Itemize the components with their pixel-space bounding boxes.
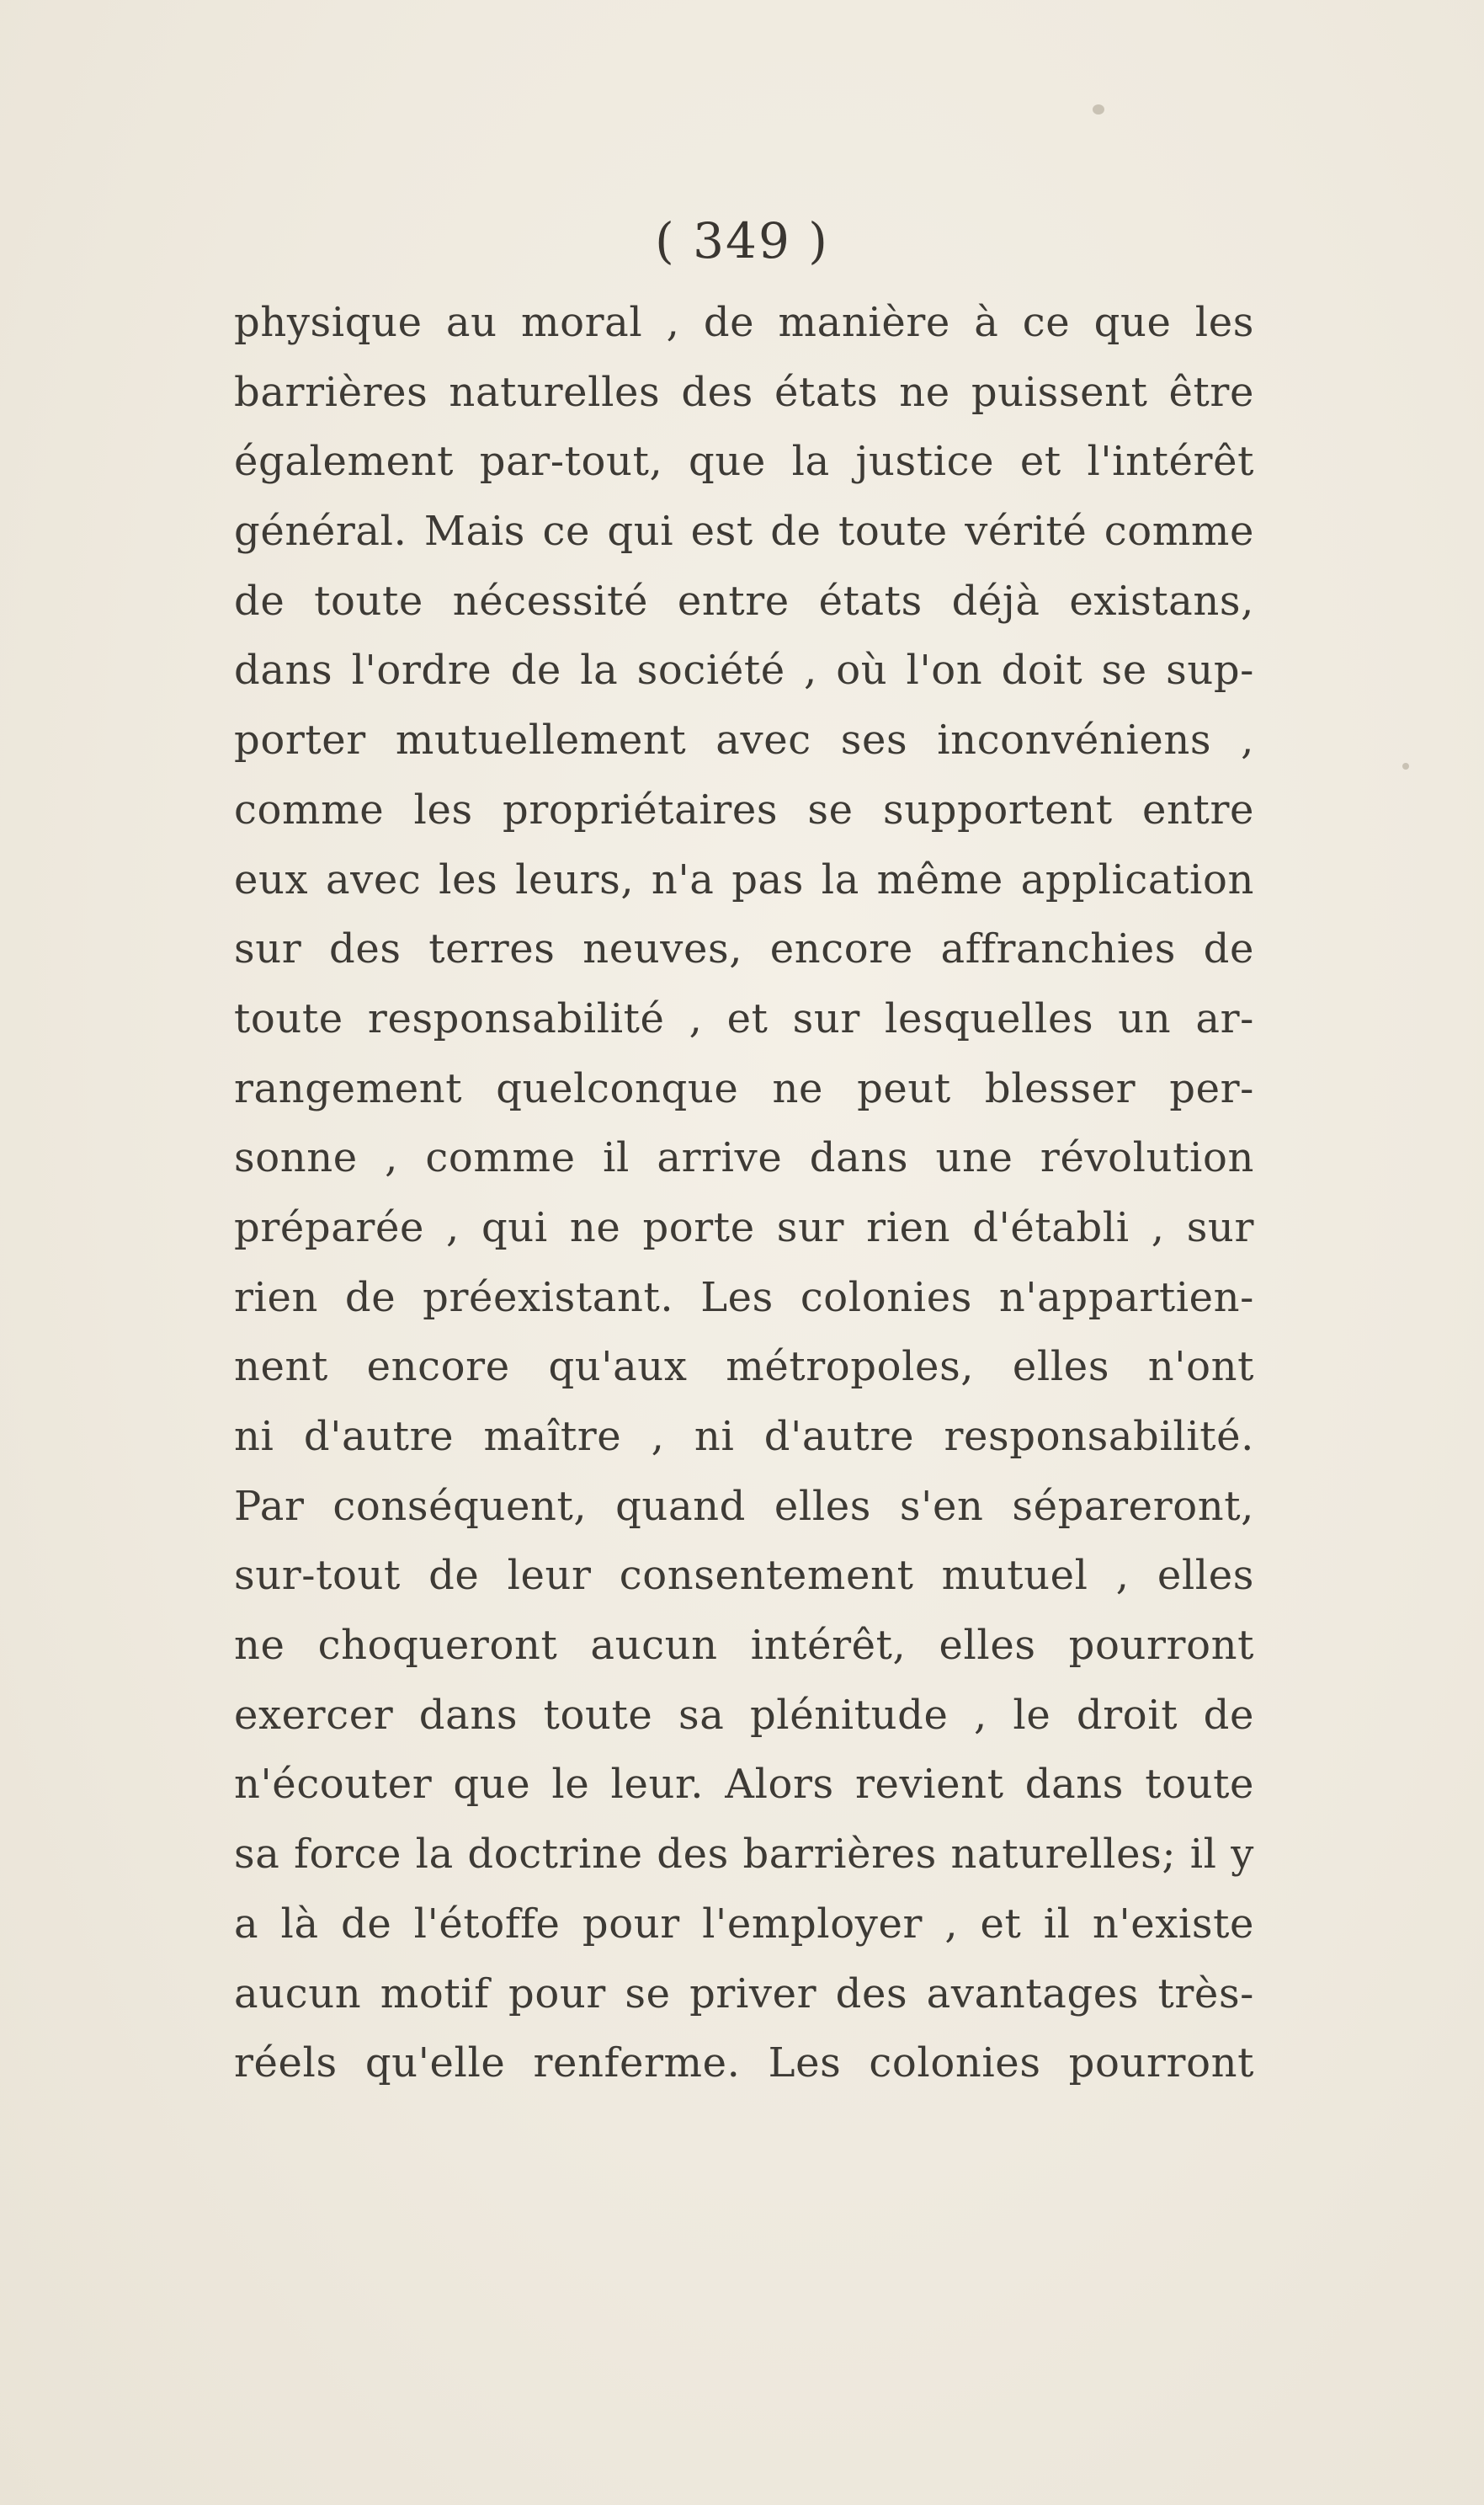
text-line: ne choqueront aucun intérêt, elles pourront (234, 1622, 1254, 1670)
text-line: a là de l'étoffe pour l'employer , et il n'existe (234, 1900, 1254, 1948)
text-line: Par conséquent, quand elles s'en sépareront, (234, 1482, 1254, 1530)
page-number: ( 349 ) (655, 212, 829, 269)
text-line: nent encore qu'aux métropoles, elles n'ont (234, 1343, 1254, 1391)
text-line: sonne , comme il arrive dans une révolution (234, 1134, 1254, 1182)
text-line: porter mutuellement avec ses inconvéniens , (234, 717, 1254, 765)
text-line: n'écouter que le leur. Alors revient dans toute (234, 1761, 1254, 1809)
text-line: barrières naturelles des états ne puissent être (234, 368, 1254, 416)
text-line: dans l'ordre de la société , où l'on doit se sup- (234, 647, 1254, 695)
text-line: eux avec les leurs, n'a pas la même application (234, 855, 1254, 903)
text-line: rien de préexistant. Les colonies n'appartien- (234, 1273, 1254, 1321)
paper-speck (1093, 104, 1104, 115)
text-line: de toute nécessité entre états déjà existans, (234, 577, 1254, 625)
text-line: sa force la doctrine des barrières naturelles; il y (234, 1831, 1254, 1879)
paper-speck (1402, 763, 1409, 770)
text-line: ni d'autre maître , ni d'autre responsabilité. (234, 1413, 1254, 1460)
text-line: également par-tout, que la justice et l'intérêt (234, 438, 1254, 486)
text-line: physique au moral , de manière à ce que les (234, 299, 1254, 346)
text-line: comme les propriétaires se supportent entre (234, 786, 1254, 834)
text-line: préparée , qui ne porte sur rien d'établi , sur (234, 1203, 1254, 1251)
body-text (234, 288, 1254, 2098)
text-line: sur des terres neuves, encore affranchies de (234, 925, 1254, 973)
text-line: exercer dans toute sa plénitude , le droit de (234, 1691, 1254, 1739)
text-line: toute responsabilité , et sur lesquelles un ar- (234, 994, 1254, 1042)
text-line: sur-tout de leur consentement mutuel , elles (234, 1552, 1254, 1600)
text-line: général. Mais ce qui est de toute vérité comme (234, 508, 1254, 556)
text-line: rangement quelconque ne peut blesser per- (234, 1064, 1254, 1112)
text-line: aucun motif pour se priver des avantages très- (234, 1969, 1254, 2017)
text-line: réels qu'elle renferme. Les colonies pourront (234, 2039, 1254, 2087)
